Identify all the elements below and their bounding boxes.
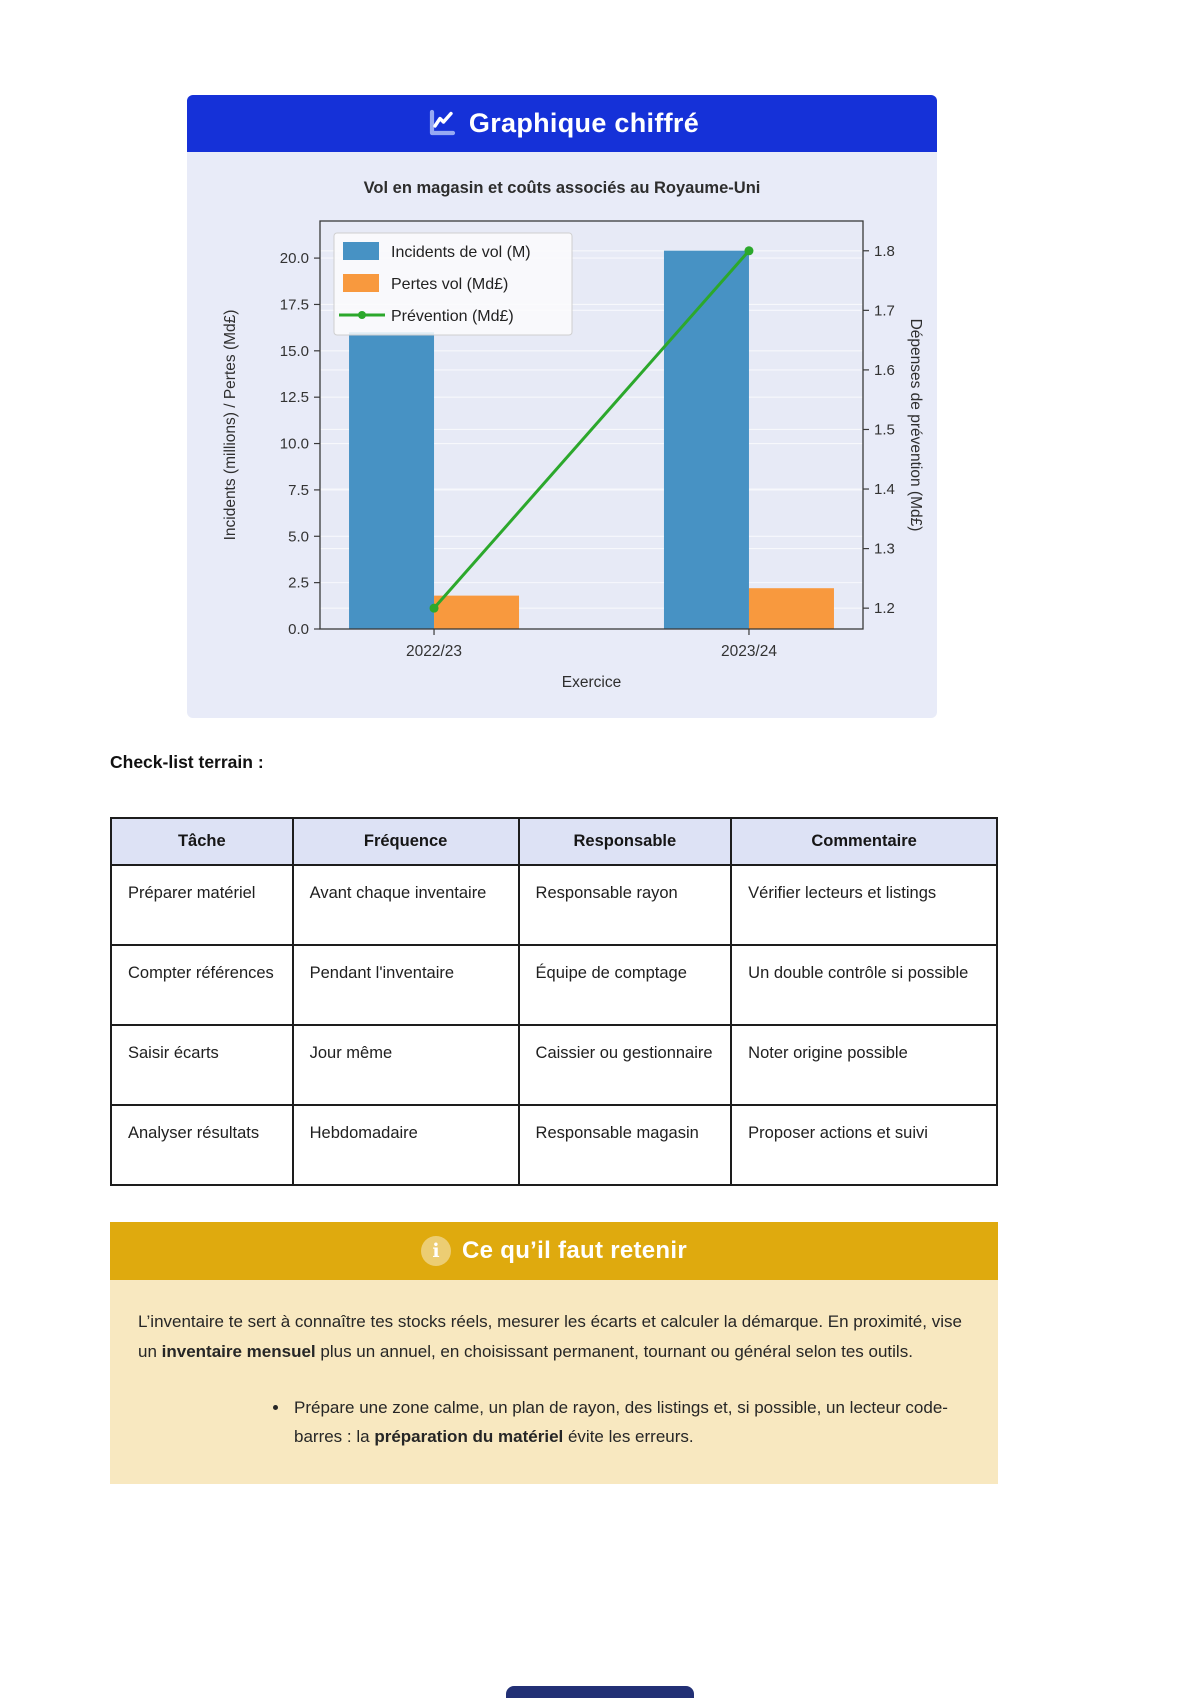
callout-header [110,1222,998,1280]
svg-text:2.5: 2.5 [288,574,309,592]
table-cell: Compter références [111,945,293,1025]
svg-text:0.0: 0.0 [288,621,309,638]
chart-card [187,95,937,718]
svg-text:1.8: 1.8 [874,242,895,260]
table-cell: Analyser résultats [111,1105,293,1185]
table-cell: Vérifier lecteurs et listings [731,865,997,945]
svg-text:1.2: 1.2 [874,600,895,618]
svg-text:20.0: 20.0 [279,250,309,268]
bar-Incidents de vol (M) [664,251,749,629]
svg-text:15.0: 15.0 [279,342,309,360]
table-cell: Avant chaque inventaire [293,865,519,945]
bar-Incidents de vol (M) [349,332,434,629]
svg-text:2022/23: 2022/23 [406,643,463,660]
chart [187,204,937,721]
table-cell: Jour même [293,1025,519,1105]
bar-Pertes vol (Md£) [749,588,834,629]
table-cell: Un double contrôle si possible [731,945,997,1025]
table-cell: Équipe de comptage [519,945,732,1025]
svg-text:12.5: 12.5 [279,389,309,407]
table-row [111,945,997,1025]
svg-text:1.4: 1.4 [874,481,895,499]
svg-text:17.5: 17.5 [279,296,309,314]
table-cell: Hebdomadaire [293,1105,519,1185]
table-cell: Responsable magasin [519,1105,732,1185]
svg-text:1.3: 1.3 [874,540,895,558]
callout-bullet-list [138,1393,968,1453]
svg-text:10.0: 10.0 [279,435,309,453]
table-cell: Responsable rayon [519,865,732,945]
key-takeaways-callout [110,1222,998,1484]
svg-text:1.5: 1.5 [874,421,895,439]
line-chart-icon [425,108,457,140]
table-cell: Pendant l'inventaire [293,945,519,1025]
callout-title: Ce qu’il faut retenir [462,1237,687,1264]
svg-text:Pertes vol (Md£): Pertes vol (Md£) [391,276,509,293]
svg-text:2023/24: 2023/24 [720,643,777,660]
svg-text:Exercice: Exercice [561,674,622,691]
table-cell: Noter origine possible [731,1025,997,1105]
column-header: Responsable [519,818,732,865]
info-icon: i [421,1236,451,1266]
table-header-row [111,818,997,865]
checklist-heading: Check-list terrain : [110,752,264,772]
shoplifting-chart-svg [187,204,937,716]
next-section-header-partial [506,1686,694,1698]
chart-card-title: Graphique chiffré [468,108,700,138]
svg-text:Incidents de vol (M): Incidents de vol (M) [391,244,531,261]
column-header: Tâche [111,818,293,865]
bar-Pertes vol (Md£) [434,596,519,629]
callout-paragraph: L’inventaire te sert à connaître tes stocks réels, mesurer les écarts et calculer la démarque. En proximité, vise un inventaire mensuel plus un annuel, en choisissant permanent, tournant ou général selon tes outils. [138,1312,962,1361]
table-row [111,1105,997,1185]
table-cell: Saisir écarts [111,1025,293,1105]
svg-text:7.5: 7.5 [288,481,309,499]
table-cell: Caissier ou gestionnaire [519,1025,732,1105]
svg-text:1.6: 1.6 [874,361,895,379]
checklist-table [110,817,998,1186]
table-row [111,1025,997,1105]
svg-text:Incidents (millions) / Pertes: Incidents (millions) / Pertes (Md£) [222,309,239,541]
svg-text:1.7: 1.7 [874,302,895,320]
table-cell: Préparer matériel [111,865,293,945]
callout-bullet: • Prépare une zone calme, un plan de rayon, des listings et, si possible, un lecteur code-barres : la préparation du matériel évite les erreurs. [290,1393,968,1453]
table-cell: Proposer actions et suivi [731,1105,997,1185]
column-header: Fréquence [293,818,519,865]
callout-body [110,1280,998,1484]
svg-text:Prévention (Md£): Prévention (Md£) [391,308,514,325]
svg-text:5.0: 5.0 [288,528,309,546]
column-header: Commentaire [731,818,997,865]
svg-text:Dépenses de prévention (Md£): Dépenses de prévention (Md£) [907,318,924,532]
chart-title: Vol en magasin et coûts associés au Royaume-Uni [363,179,761,197]
table-row [111,865,997,945]
chart-card-header [187,95,937,152]
